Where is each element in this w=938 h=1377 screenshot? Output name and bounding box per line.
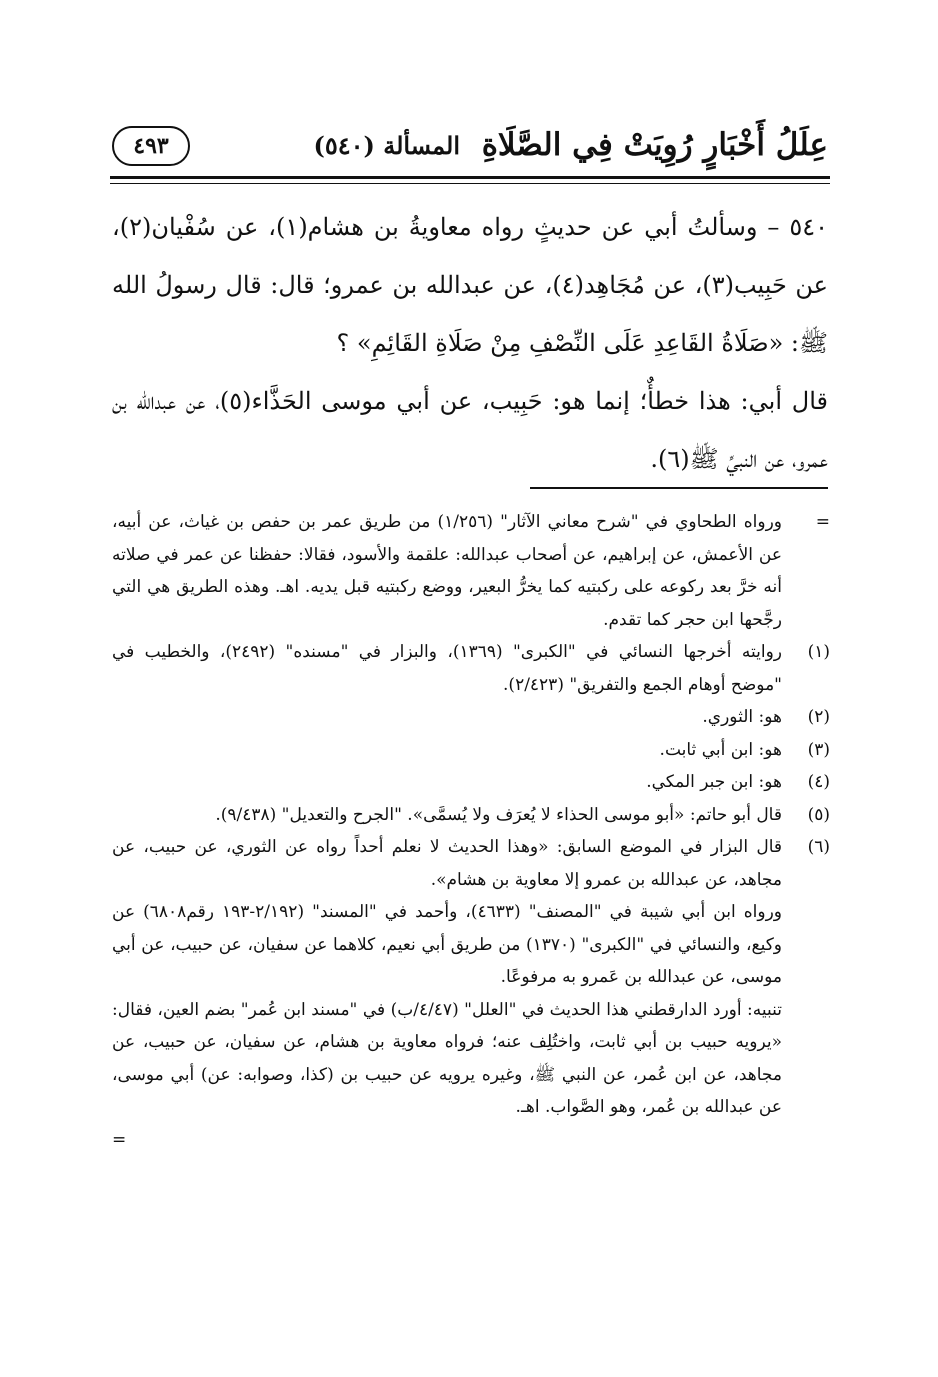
footnotes: [112, 506, 830, 1156]
footnote-text: قال أبو حاتم: «أبو موسى الحذاء لا يُعرَف ولا يُسمَّى». "الجرح والتعديل" (٩/٤٣٨).: [215, 804, 782, 825]
footnote-5: [112, 799, 830, 832]
footnote-text: ورواه الطحاوي في "شرح معاني الآثار" (١/٢٥٦) من طريق عمر بن حفص بن غياث، عن أبيه، عن الأعمش، عن إبراهيم، عن أصحاب عبدالله: علقمة والأسود، فقالا: حفظنا عن عمر في صلاته أنه خرَّ بعد ركوعه على ركبتيه كما يخرُّ البعير، ووضع ركبتيه قبل يديه. اهـ. وهذه الطريق هي التي رجَّحها ابن حجر كما تقدم.: [112, 512, 782, 630]
footnote-mark: =: [815, 512, 830, 532]
footnote-line: قال البزار في الموضع السابق: «وهذا الحديث لا نعلم أحداً رواه عن الثوري، عن حبيب، عن مجاهد، عن عبدالله بن عمرو إلا معاوية بن هشام».: [112, 837, 782, 890]
footnote-1: [112, 636, 830, 701]
footnote-line: تنبيه: أورد الدارقطني هذا الحديث في "العلل" (٤/٤٧/ب) في "مسند ابن عُمر" بضم العين، فقال: «يرويه حبيب بن أبي ثابت، واختُلِف عنه؛ فرواه معاوية بن هشام، عن سفيان، عن حبيب، عن مجاهد، عن ابن عُمر، عن النبي ﷺ، وغيره يرويه عن حبيب بن (كذا، وصوابه: عن) أبي موسى، عن عبدالله بن عُمر، وهو الصَّواب. اهـ.: [112, 999, 782, 1117]
header-rule-thick: [110, 176, 830, 179]
footnote-mark: (٦): [807, 837, 830, 857]
footnote-separator: [530, 487, 828, 489]
running-header: [110, 122, 828, 174]
footnote-3: [112, 734, 830, 767]
footnote-text: [112, 831, 782, 1156]
footnote-2: [112, 701, 830, 734]
footnote-mark: (١): [807, 642, 830, 662]
question-paragraph: ٥٤٠ – وسألتُ أبي عن حديثٍ رواه معاويةُ بن هشام(١)، عن سُفْيان(٢)، عن حَبِيب(٣)، عن مُجَاهِد(٤)، عن عبدالله بن عمرو؛ قال: قال رسولُ الله ﷺ: «صَلَاةُ القَاعِدِ عَلَى النِّصْفِ مِنْ صَلَاةِ القَائِمِ» ؟: [112, 213, 829, 357]
footnote-6: [112, 831, 830, 1156]
footnote-4: [112, 766, 830, 799]
answer-paragraph: قال أبي: هذا خطأٌ؛ إنما هو: حَبِيب، عن أبي موسى الحَذَّاء(٥)، عن عبدالله بن عمرو، عن النبيِّ ﷺ(٦).: [112, 387, 828, 473]
footnote-mark: (٤): [807, 772, 830, 792]
continuation-mark: =: [112, 1129, 127, 1150]
footnote-text: هو: الثوري.: [702, 707, 782, 727]
footnote-text: روايته أخرجها النسائي في "الكبرى" (١٣٦٩)، والبزار في "مسنده" (٢٤٩٢)، والخطيب في "موضح أوهام الجمع والتفريق" (٢/٤٢٣).: [112, 642, 782, 695]
book-title: عِلَلُ أَخْبَارٍ رُوِيَتْ فِي الصَّلَاةِ: [481, 127, 828, 163]
footnote-line: ورواه ابن أبي شيبة في "المصنف" (٤٦٣٣)، وأحمد في "المسند" (٢/١٩٢-١٩٣ رقم٦٨٠٨) عن وكيع، والنسائي في "الكبرى" (١٣٧٠) من طريق أبي نعيم، كلاهما عن سفيان، عن حبيب، عن أبي موسى، عن عبدالله بن عَمرو به مرفوعًا.: [112, 902, 783, 987]
issue-label: المسألة (٥٤٠): [313, 131, 460, 160]
footnote-mark: (٢): [807, 707, 830, 727]
footnote-text: هو: ابن أبي ثابت.: [659, 739, 782, 760]
main-text: [112, 198, 828, 488]
footnote-text: هو: ابن جبر المكي.: [646, 772, 782, 792]
header-rule-thin: [110, 183, 830, 184]
footnote-mark: (٣): [807, 739, 830, 760]
page-number-badge: ٤٩٣: [112, 126, 190, 166]
footnote-mark: (٥): [807, 804, 830, 825]
footnote-continued: [112, 506, 830, 636]
